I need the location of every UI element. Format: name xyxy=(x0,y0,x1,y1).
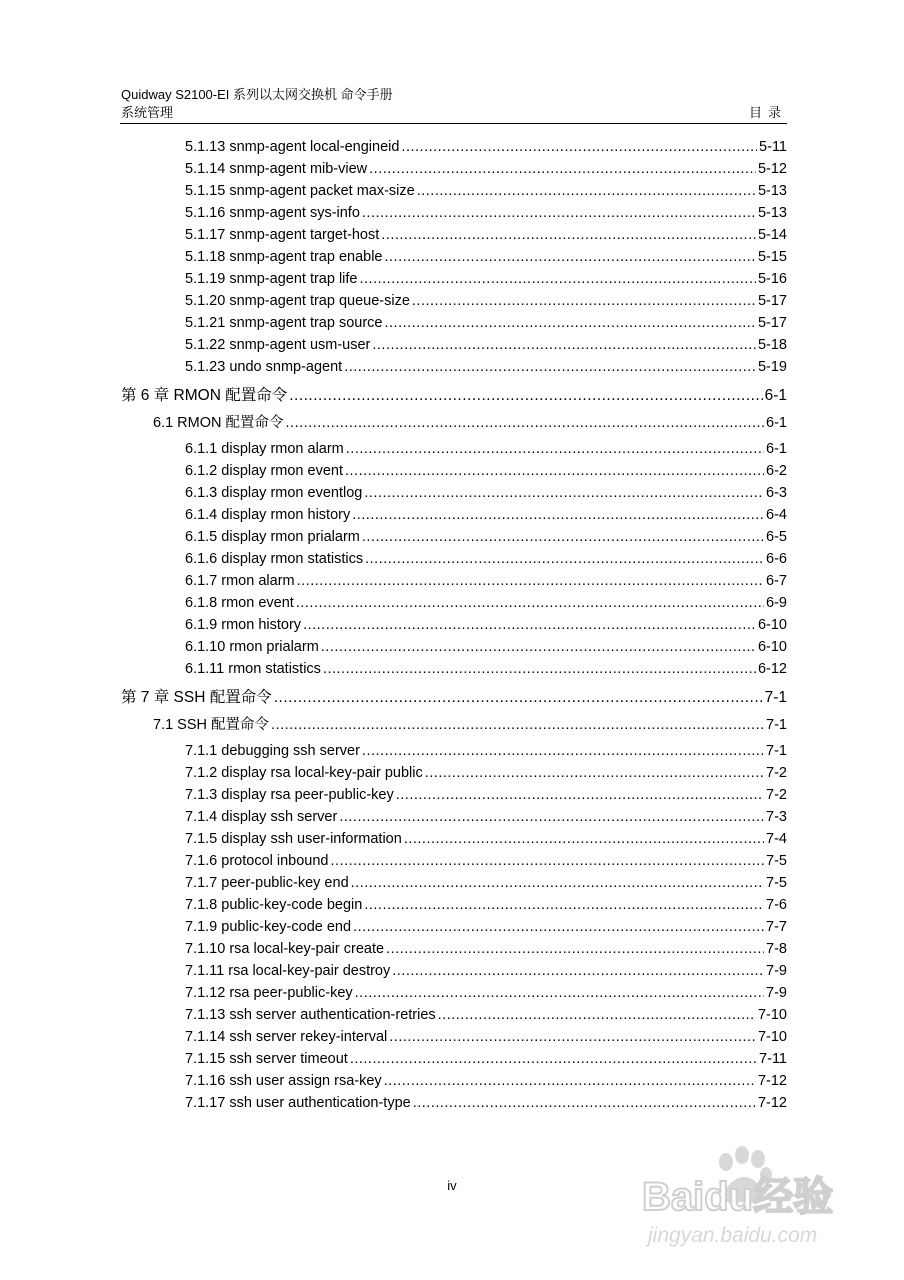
toc-entry[interactable] xyxy=(185,829,787,849)
toc-entry[interactable] xyxy=(185,637,787,657)
dot-leader xyxy=(271,715,764,735)
toc-entry-page: 5-14 xyxy=(757,227,787,243)
toc-entry-page: 7-4 xyxy=(766,831,787,847)
dot-leader xyxy=(323,659,756,679)
dot-leader xyxy=(362,203,756,223)
dot-leader xyxy=(362,741,764,761)
toc-entry-title: 7.1.3 display rsa peer-public-key xyxy=(185,787,394,803)
dot-leader xyxy=(372,335,756,355)
toc-entry-title: 5.1.23 undo snmp-agent xyxy=(185,359,343,375)
toc-entry-title: 5.1.14 snmp-agent mib-view xyxy=(185,161,368,177)
toc-entry[interactable] xyxy=(185,461,787,481)
dot-leader xyxy=(303,615,756,635)
toc-entry-title: 7.1.15 ssh server timeout xyxy=(185,1051,348,1067)
dot-leader xyxy=(331,851,765,871)
toc-entry-title: 7.1.7 peer-public-key end xyxy=(185,875,349,891)
dot-leader xyxy=(412,291,756,311)
toc-entry[interactable] xyxy=(185,961,787,981)
toc-entry-page: 5-11 xyxy=(759,139,787,155)
watermark-brand: Baidu经验 xyxy=(642,1175,834,1219)
toc-entry[interactable] xyxy=(185,741,787,761)
toc-entry[interactable] xyxy=(185,1093,787,1113)
toc-entry[interactable] xyxy=(185,1049,787,1069)
toc-entry-title: 7.1.1 debugging ssh server xyxy=(185,743,360,759)
toc-entry-page: 5-17 xyxy=(757,293,787,309)
toc-entry[interactable] xyxy=(185,313,787,333)
toc-entry-title: 6.1.2 display rmon event xyxy=(185,463,343,479)
toc-entry-title: 7.1.13 ssh server authentication-retries xyxy=(185,1007,436,1023)
dot-leader xyxy=(351,873,764,893)
toc-entry[interactable] xyxy=(185,659,787,679)
toc-entry-page: 7-5 xyxy=(766,853,787,869)
toc-entry[interactable] xyxy=(185,247,787,267)
toc-entry-page: 6-2 xyxy=(766,463,787,479)
baidu-watermark xyxy=(640,1142,870,1262)
toc-entry-title: 7.1.4 display ssh server xyxy=(185,809,338,825)
dot-leader xyxy=(413,1093,756,1113)
dot-leader xyxy=(297,571,764,591)
toc-entry-page: 7-10 xyxy=(757,1007,787,1023)
toc-entry[interactable] xyxy=(185,785,787,805)
toc-entry[interactable] xyxy=(121,386,787,406)
toc-entry-page: 7-6 xyxy=(766,897,787,913)
toc-entry[interactable] xyxy=(185,505,787,525)
page-number: iv xyxy=(447,1178,457,1193)
dot-leader xyxy=(352,505,764,525)
toc-entry[interactable] xyxy=(185,137,787,157)
toc-entry-title: 7.1.2 display rsa local-key-pair public xyxy=(185,765,423,781)
toc-entry-page: 6-4 xyxy=(766,507,787,523)
toc-entry-page: 6-1 xyxy=(766,441,787,457)
toc-entry-page: 6-10 xyxy=(757,639,787,655)
toc-entry-title: 6.1 RMON 配置命令 xyxy=(153,415,284,431)
dot-leader xyxy=(355,983,764,1003)
toc-entry-page: 5-18 xyxy=(757,337,787,353)
dot-leader xyxy=(296,593,764,613)
toc-entry-title: 5.1.16 snmp-agent sys-info xyxy=(185,205,360,221)
dot-leader xyxy=(346,439,764,459)
toc-entry-title: 7.1.11 rsa local-key-pair destroy xyxy=(185,963,391,979)
dot-leader xyxy=(364,483,764,503)
toc-entry-page: 6-1 xyxy=(766,415,787,431)
dot-leader xyxy=(417,181,756,201)
toc-entry-page: 7-11 xyxy=(759,1051,787,1067)
toc-entry-page: 7-12 xyxy=(757,1095,787,1111)
toc-entry[interactable] xyxy=(185,527,787,547)
toc-entry-title: 7.1 SSH 配置命令 xyxy=(153,717,270,733)
dot-leader xyxy=(404,829,764,849)
toc-entry[interactable] xyxy=(185,615,787,635)
dot-leader xyxy=(286,413,765,433)
toc-entry[interactable] xyxy=(153,413,787,433)
toc-entry[interactable] xyxy=(185,1071,787,1091)
dot-leader xyxy=(353,917,764,937)
dot-leader xyxy=(381,225,756,245)
dot-leader xyxy=(365,549,764,569)
dot-leader xyxy=(401,137,757,157)
dot-leader xyxy=(438,1005,756,1025)
toc-entry-page: 7-8 xyxy=(766,941,787,957)
toc-entry-page: 7-1 xyxy=(766,743,787,759)
toc-entry[interactable] xyxy=(185,225,787,245)
toc-entry[interactable] xyxy=(185,335,787,355)
toc-entry-title: 7.1.8 public-key-code begin xyxy=(185,897,363,913)
toc-entry-title: 6.1.6 display rmon statistics xyxy=(185,551,364,567)
toc-entry-title: 6.1.1 display rmon alarm xyxy=(185,441,344,457)
toc-entry-page: 5-15 xyxy=(757,249,787,265)
toc-entry[interactable] xyxy=(185,895,787,915)
toc-entry-page: 7-2 xyxy=(766,765,787,781)
toc-entry-title: 5.1.20 snmp-agent trap queue-size xyxy=(185,293,410,309)
toc-entry-title: 7.1.17 ssh user authentication-type xyxy=(185,1095,411,1111)
toc-entry[interactable] xyxy=(185,181,787,201)
toc-entry-title: 第 7 章 SSH 配置命令 xyxy=(121,689,272,706)
toc-entry-page: 6-6 xyxy=(766,551,787,567)
toc-entry-title: 7.1.10 rsa local-key-pair create xyxy=(185,941,385,957)
toc-entry-title: 7.1.6 protocol inbound xyxy=(185,853,329,869)
toc-entry-page: 6-12 xyxy=(757,661,787,677)
toc-entry-page: 6-3 xyxy=(766,485,787,501)
toc-entry[interactable] xyxy=(185,203,787,223)
toc-entry[interactable] xyxy=(185,159,787,179)
toc-entry-title: 6.1.11 rmon statistics xyxy=(185,661,321,677)
toc-entry[interactable] xyxy=(185,851,787,871)
toc-entry-title: 6.1.4 display rmon history xyxy=(185,507,351,523)
dot-leader xyxy=(289,386,762,406)
toc-entry[interactable] xyxy=(185,291,787,311)
toc-entry-title: 5.1.13 snmp-agent local-engineid xyxy=(185,139,400,155)
dot-leader xyxy=(385,247,756,267)
toc-entry-page: 7-9 xyxy=(766,963,787,979)
toc-entry-title: 6.1.7 rmon alarm xyxy=(185,573,295,589)
dot-leader xyxy=(345,461,764,481)
dot-leader xyxy=(384,313,755,333)
toc-entry[interactable] xyxy=(185,1005,787,1025)
dot-leader xyxy=(321,637,756,657)
toc-entry-page: 6-10 xyxy=(757,617,787,633)
dot-leader xyxy=(344,357,756,377)
toc-entry[interactable] xyxy=(185,983,787,1003)
dot-leader xyxy=(339,807,764,827)
toc-entry-title: 5.1.21 snmp-agent trap source xyxy=(185,315,383,331)
toc-entry[interactable] xyxy=(185,873,787,893)
toc-entry[interactable] xyxy=(185,807,787,827)
toc-entry-page: 6-7 xyxy=(766,573,787,589)
document-title: Quidway S2100-EI 系列以太网交换机 命令手册 xyxy=(121,87,393,102)
toc-entry[interactable] xyxy=(185,269,787,289)
dot-leader xyxy=(396,785,764,805)
toc-entry-title: 6.1.5 display rmon prialarm xyxy=(185,529,360,545)
toc-entry-title: 7.1.16 ssh user assign rsa-key xyxy=(185,1073,382,1089)
toc-entry-page: 7-2 xyxy=(766,787,787,803)
dot-leader xyxy=(389,1027,756,1047)
dot-leader xyxy=(274,688,763,708)
toc-entry[interactable] xyxy=(185,763,787,783)
toc-entry-title: 5.1.22 snmp-agent usm-user xyxy=(185,337,371,353)
toc-entry-page: 5-12 xyxy=(757,161,787,177)
toc-entry-title: 7.1.12 rsa peer-public-key xyxy=(185,985,353,1001)
toc-entry-title: 7.1.14 ssh server rekey-interval xyxy=(185,1029,388,1045)
toc-entry[interactable] xyxy=(185,917,787,937)
toc-entry-page: 7-1 xyxy=(764,689,787,706)
toc-label: 目录 xyxy=(748,105,787,120)
toc-entry[interactable] xyxy=(121,688,787,708)
toc-entry[interactable] xyxy=(185,483,787,503)
dot-leader xyxy=(350,1049,757,1069)
toc-entry-page: 6-1 xyxy=(764,387,787,404)
dot-leader xyxy=(360,269,756,289)
toc-entry-page: 6-9 xyxy=(766,595,787,611)
dot-leader xyxy=(425,763,764,783)
toc-entry-title: 5.1.19 snmp-agent trap life xyxy=(185,271,358,287)
toc-entry-page: 7-7 xyxy=(766,919,787,935)
toc-entry-page: 7-9 xyxy=(766,985,787,1001)
dot-leader xyxy=(364,895,764,915)
toc-entry[interactable] xyxy=(185,593,787,613)
toc-entry[interactable] xyxy=(185,939,787,959)
toc-entry-page: 7-5 xyxy=(766,875,787,891)
toc-entry-title: 6.1.3 display rmon eventlog xyxy=(185,485,363,501)
toc-entry-title: 5.1.17 snmp-agent target-host xyxy=(185,227,380,243)
toc-entry-page: 5-19 xyxy=(757,359,787,375)
toc-entry[interactable] xyxy=(185,357,787,377)
toc-entry-title: 5.1.18 snmp-agent trap enable xyxy=(185,249,383,265)
toc-entry[interactable] xyxy=(185,1027,787,1047)
dot-leader xyxy=(386,939,764,959)
toc-entry-title: 6.1.8 rmon event xyxy=(185,595,294,611)
toc-entry-page: 7-12 xyxy=(757,1073,787,1089)
toc-entry-page: 5-17 xyxy=(757,315,787,331)
toc-entry-page: 5-13 xyxy=(757,183,787,199)
toc-entry[interactable] xyxy=(185,549,787,569)
toc-entry-title: 7.1.9 public-key-code end xyxy=(185,919,352,935)
toc-entry[interactable] xyxy=(185,571,787,591)
toc-entry-title: 7.1.5 display ssh user-information xyxy=(185,831,402,847)
toc-entry-page: 7-1 xyxy=(766,717,787,733)
toc-entry-page: 5-13 xyxy=(757,205,787,221)
toc-entry[interactable] xyxy=(153,715,787,735)
toc-entry-page: 7-3 xyxy=(766,809,787,825)
toc-entry-title: 第 6 章 RMON 配置命令 xyxy=(121,387,288,404)
section-name: 系统管理 xyxy=(121,105,174,120)
dot-leader xyxy=(362,527,764,547)
toc-entry-title: 6.1.10 rmon prialarm xyxy=(185,639,319,655)
toc-entry-title: 5.1.15 snmp-agent packet max-size xyxy=(185,183,415,199)
dot-leader xyxy=(392,961,764,981)
toc-entry[interactable] xyxy=(185,439,787,459)
toc-entry-page: 5-16 xyxy=(757,271,787,287)
dot-leader xyxy=(384,1071,756,1091)
dot-leader xyxy=(369,159,756,179)
toc-entry-page: 7-10 xyxy=(757,1029,787,1045)
watermark-url: jingyan.baidu.com xyxy=(648,1224,818,1247)
toc-entry-title: 6.1.9 rmon history xyxy=(185,617,302,633)
toc-entry-page: 6-5 xyxy=(766,529,787,545)
